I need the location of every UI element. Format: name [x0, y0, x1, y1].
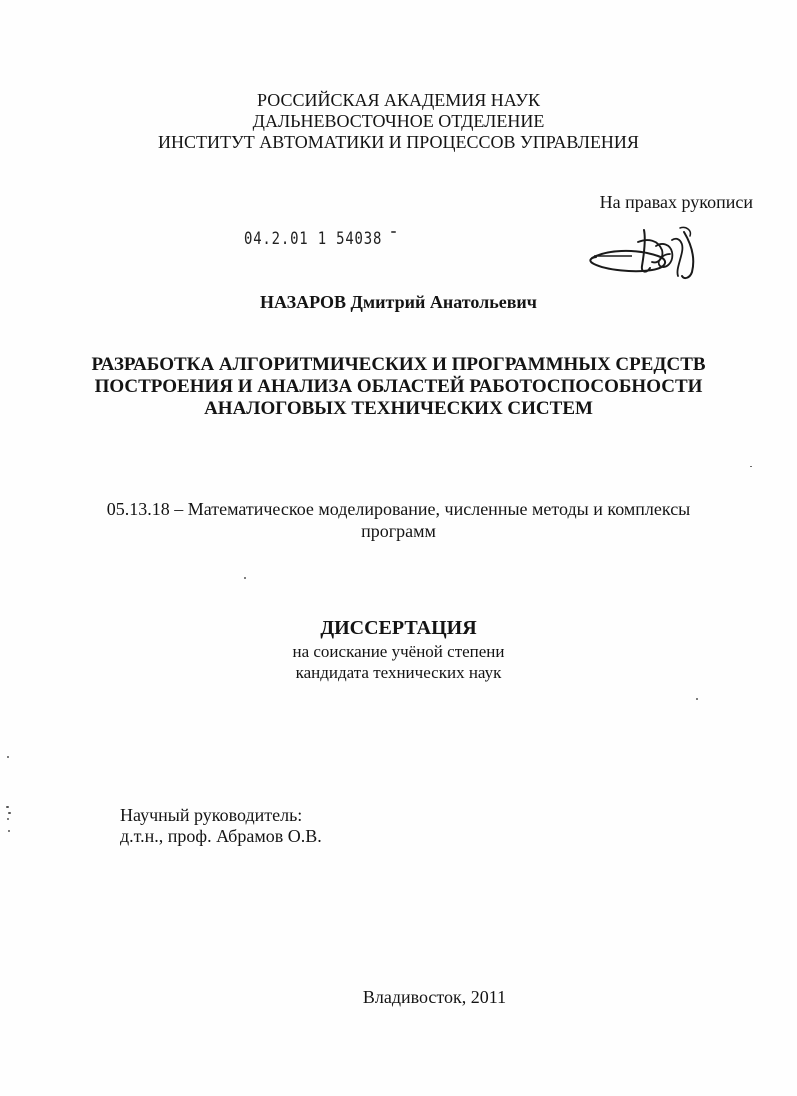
city-year: Владивосток, 2011 [362, 987, 507, 1007]
scan-speck [244, 577, 246, 579]
specialty-line-1: 05.13.18 – Математическое моделирование, численные методы и комплексы [106, 499, 691, 519]
scan-speck [696, 698, 698, 700]
scan-speck [8, 812, 11, 814]
title-line-3: АНАЛОГОВЫХ ТЕХНИЧЕСКИХ СИСТЕМ [204, 398, 593, 419]
scan-speck [6, 806, 9, 808]
specialty-line-2: программ [361, 521, 436, 541]
degree-line-2: кандидата технических наук [295, 663, 502, 682]
scan-speck [7, 818, 9, 820]
scan-speck [8, 830, 10, 832]
manuscript-note: На правах рукописи [599, 192, 753, 212]
header-branch: ДАЛЬНЕВОСТОЧНОЕ ОТДЕЛЕНИЕ [252, 111, 545, 131]
title-line-2: ПОСТРОЕНИЯ И АНАЛИЗА ОБЛАСТЕЙ РАБОТОСПОСОБНОСТИ [94, 376, 703, 397]
dissertation-label: ДИССЕРТАЦИЯ [320, 617, 477, 639]
scan-speck [750, 466, 752, 467]
title-line-1: РАЗРАБОТКА АЛГОРИТМИЧЕСКИХ И ПРОГРАММНЫХ СРЕДСТВ [91, 354, 706, 375]
header-academy: РОССИЙСКАЯ АКАДЕМИЯ НАУК [257, 90, 540, 110]
registration-number: 04.2.01 1 54038 [244, 229, 383, 249]
author-name: НАЗАРОВ Дмитрий Анатольевич [260, 292, 537, 312]
supervisor-name: д.т.н., проф. Абрамов О.В. [120, 826, 322, 846]
stamp-mark [391, 231, 396, 233]
supervisor-label: Научный руководитель: [120, 805, 303, 825]
header-institute: ИНСТИТУТ АВТОМАТИКИ И ПРОЦЕССОВ УПРАВЛЕНИЯ [158, 132, 639, 152]
signature-image [586, 220, 710, 286]
degree-line-1: на соискание учёной степени [292, 642, 505, 661]
scan-speck [7, 756, 9, 758]
